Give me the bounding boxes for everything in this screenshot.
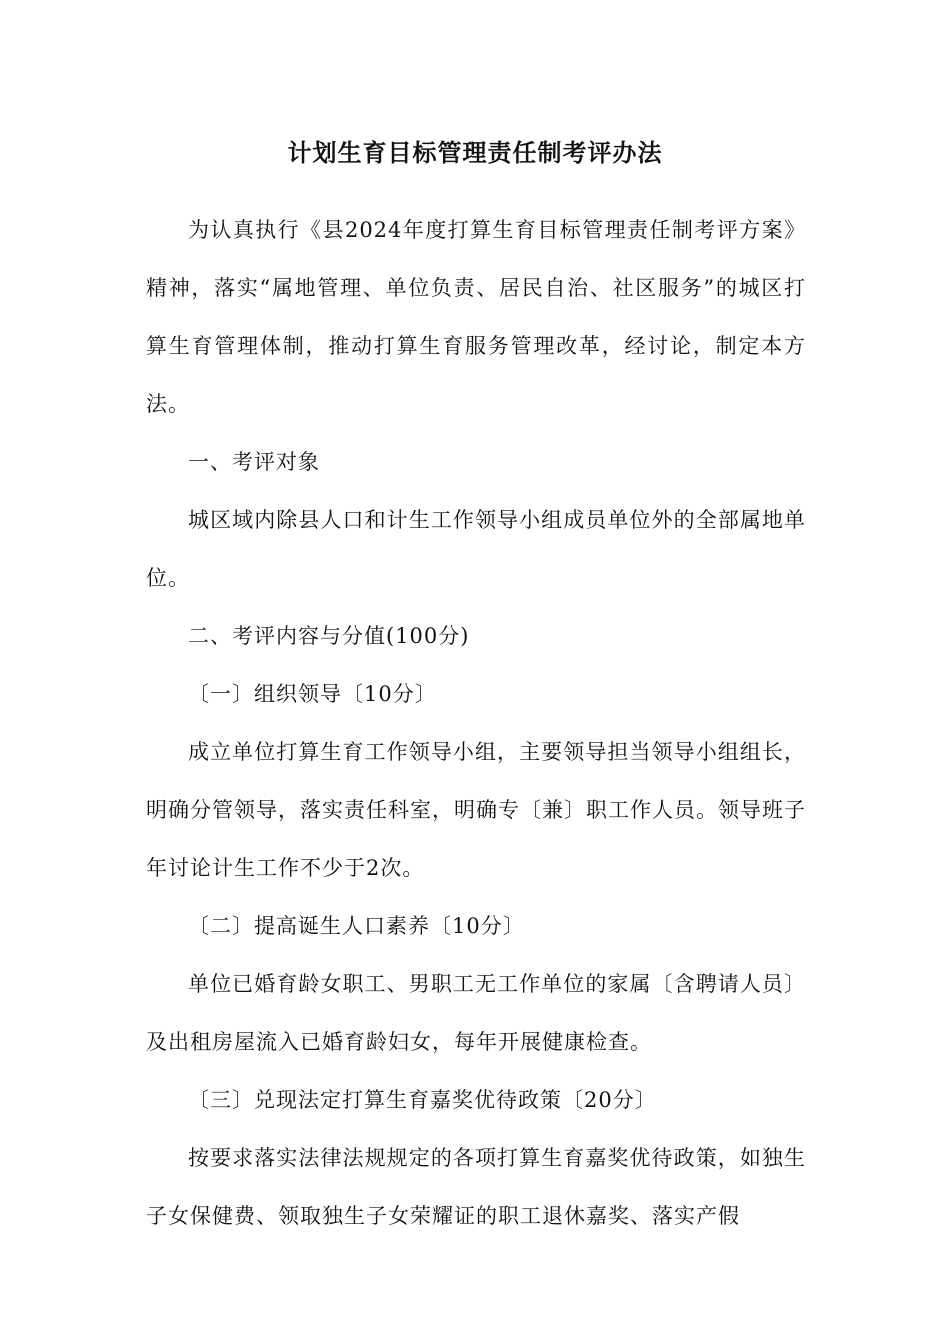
subsection-heading-3: 〔三〕兑现法定打算生育嘉奖优待政策〔20分〕: [188, 1088, 657, 1112]
paragraph-scope: 城区域内除县人口和计生工作领导小组成员单位外的全部属地单位。: [146, 508, 806, 590]
subsection-heading-1: 〔一〕组织领导〔10分〕: [188, 682, 437, 706]
document-body: [146, 201, 806, 1245]
paragraph-intro: 为认真执行《县2024年度打算生育目标管理责任制考评方案》精神，落实“属地管理、单位负责、居民自治、社区服务”的城区打算生育管理体制，推动打算生育服务管理改革，经讨论，制定本方法。: [146, 218, 806, 416]
document-title: 计划生育目标管理责任制考评办法: [287, 138, 663, 167]
section-heading-2: 二、考评内容与分值(100分): [188, 624, 470, 648]
subsection-heading-2: 〔二〕提高诞生人口素养〔10分〕: [188, 914, 525, 938]
paragraph-organization: 成立单位打算生育工作领导小组，主要领导担当领导小组组长，明确分管领导，落实责任科室，明确专〔兼〕职工作人员。领导班子年讨论计生工作不少于2次。: [146, 740, 806, 880]
paragraph-incentives: 按要求落实法律法规规定的各项打算生育嘉奖优待政策，如独生子女保健费、领取独生子女荣耀证的职工退休嘉奖、落实产假: [146, 1146, 806, 1228]
paragraph-health-check: 单位已婚育龄女职工、男职工无工作单位的家属〔含聘请人员〕及出租房屋流入已婚育龄妇女，每年开展健康检查。: [146, 972, 806, 1054]
section-heading-1: 一、考评对象: [188, 450, 320, 474]
